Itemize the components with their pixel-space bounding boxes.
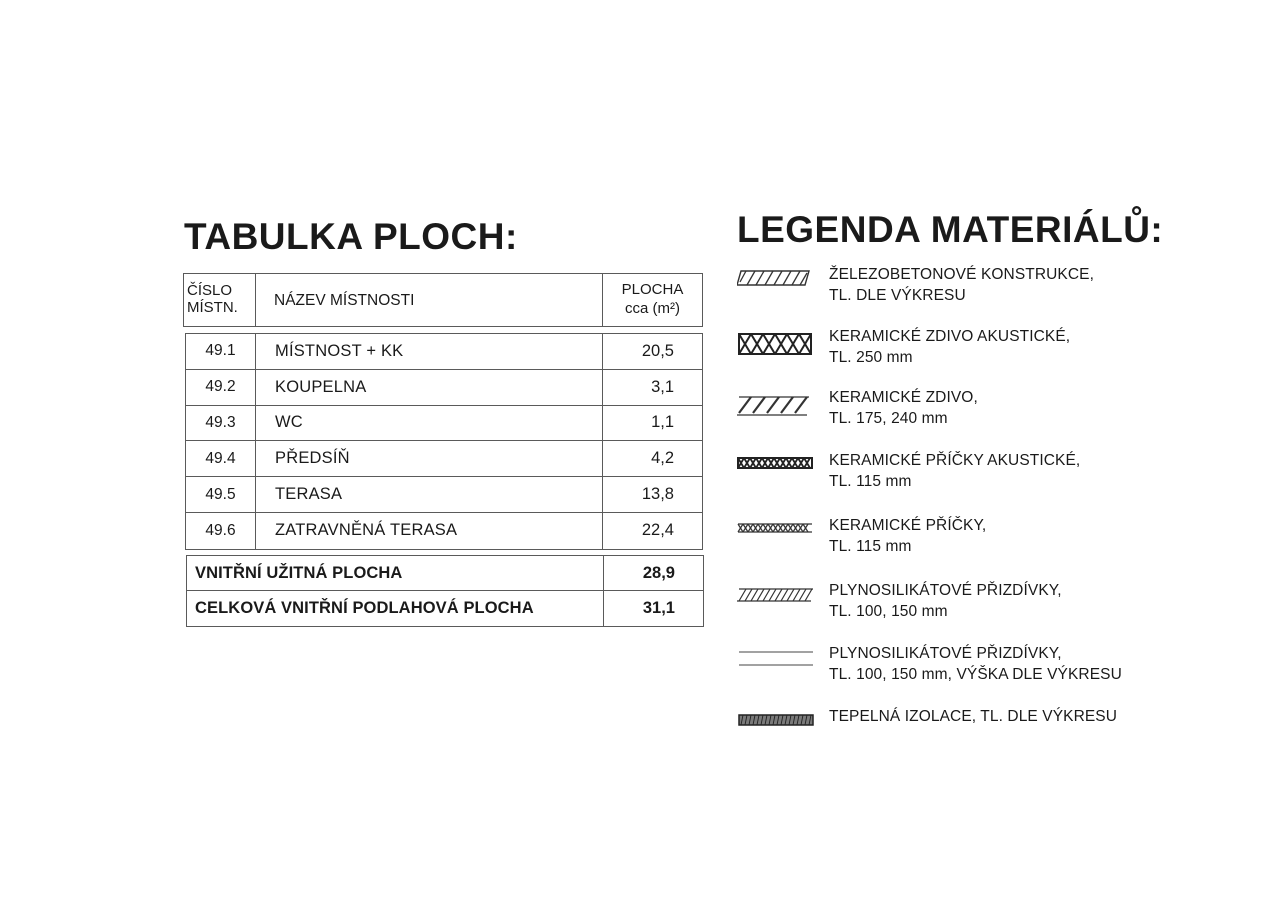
legend-line2: TL. 115 mm xyxy=(829,473,912,490)
header-room-number xyxy=(184,274,256,326)
legend-item-ceramic-masonry xyxy=(737,387,1217,435)
room-name: WC xyxy=(256,406,603,441)
legend-item-thermal-insulation xyxy=(737,706,1217,754)
room-name: MÍSTNOST + KK xyxy=(256,334,603,369)
legend-item-acoustic-ceramic-masonry xyxy=(737,326,1217,374)
header-area-line2: cca (m²) xyxy=(625,300,680,317)
legend-line1: ŽELEZOBETONOVÉ KONSTRUKCE, xyxy=(829,266,1095,283)
room-name: KOUPELNA xyxy=(256,370,603,405)
room-area: 4,2 xyxy=(651,449,674,468)
room-area: 20,5 xyxy=(641,341,674,360)
table-row xyxy=(186,441,702,477)
legend-line2: TL. 100, 150 mm xyxy=(829,603,948,620)
legend-line2: TL. 115 mm xyxy=(829,538,912,555)
total-row xyxy=(187,556,703,591)
table-row xyxy=(186,370,702,406)
area-table-body xyxy=(185,333,703,550)
room-number: 49.4 xyxy=(186,441,256,476)
table-row xyxy=(186,406,702,442)
table-row xyxy=(186,477,702,513)
legend-title: LEGENDA MATERIÁLŮ: xyxy=(737,209,1164,250)
reinforced-concrete-hatch-icon xyxy=(737,268,815,288)
legend-line2: TL. 175, 240 mm xyxy=(829,410,948,427)
legend-line1: KERAMICKÉ ZDIVO, xyxy=(829,389,978,406)
aerated-concrete-lining-hatch-icon xyxy=(737,586,815,604)
legend-item-aerated-concrete-lining xyxy=(737,580,1217,628)
thermal-insulation-hatch-icon xyxy=(737,713,815,727)
legend-item-ceramic-partition xyxy=(737,515,1217,563)
room-number: 49.5 xyxy=(186,477,256,512)
header-area xyxy=(603,274,702,326)
room-area: 3,1 xyxy=(651,377,674,396)
legend-item-reinforced-concrete xyxy=(737,264,1217,312)
legend-item-acoustic-ceramic-partition xyxy=(737,450,1217,498)
total-label: CELKOVÁ VNITŘNÍ PODLAHOVÁ PLOCHA xyxy=(187,591,604,626)
header-room-name: NÁZEV MÍSTNOSTI xyxy=(256,274,603,326)
legend-line2: TL. 250 mm xyxy=(829,349,913,366)
legend-line2: TL. 100, 150 mm, VÝŠKA DLE VÝKRESU xyxy=(829,666,1122,683)
legend-line1: KERAMICKÉ PŘÍČKY AKUSTICKÉ, xyxy=(829,452,1081,469)
room-number: 49.1 xyxy=(186,334,256,369)
acoustic-ceramic-masonry-hatch-icon xyxy=(737,332,815,356)
room-area: 22,4 xyxy=(641,521,674,540)
total-value: 28,9 xyxy=(642,563,675,582)
room-number: 49.6 xyxy=(186,513,256,549)
table-row xyxy=(186,513,702,549)
header-room-number-line2: MÍSTN. xyxy=(187,299,238,316)
ceramic-masonry-hatch-icon xyxy=(737,393,815,417)
room-name: ZATRAVNĚNÁ TERASA xyxy=(256,513,603,549)
legend-line1: KERAMICKÉ ZDIVO AKUSTICKÉ, xyxy=(829,328,1071,345)
ceramic-partition-hatch-icon xyxy=(737,521,815,535)
header-room-number-line1: ČÍSLO xyxy=(187,282,233,299)
room-number: 49.2 xyxy=(186,370,256,405)
legend-line1: TEPELNÁ IZOLACE, TL. DLE VÝKRESU xyxy=(829,708,1118,725)
total-label: VNITŘNÍ UŽITNÁ PLOCHA xyxy=(187,556,604,590)
legend-item-aerated-concrete-lining-outline xyxy=(737,643,1217,691)
total-value: 31,1 xyxy=(642,599,675,617)
table-title: TABULKA PLOCH: xyxy=(184,216,518,257)
header-area-line1: PLOCHA xyxy=(621,281,684,298)
room-area: 13,8 xyxy=(641,485,674,504)
room-area: 1,1 xyxy=(651,413,674,432)
legend-line1: KERAMICKÉ PŘÍČKY, xyxy=(829,517,987,534)
area-table-totals xyxy=(186,555,704,627)
legend-line2: TL. DLE VÝKRESU xyxy=(829,287,966,304)
room-name: PŘEDSÍŇ xyxy=(256,441,603,476)
legend-line1: PLYNOSILIKÁTOVÉ PŘIZDÍVKY, xyxy=(829,582,1062,599)
total-row xyxy=(187,591,703,626)
aerated-concrete-lining-outline-icon xyxy=(737,649,815,669)
area-table-header xyxy=(183,273,703,327)
room-name: TERASA xyxy=(256,477,603,512)
table-row xyxy=(186,334,702,370)
room-number: 49.3 xyxy=(186,406,256,441)
acoustic-ceramic-partition-hatch-icon xyxy=(737,456,815,470)
legend-line1: PLYNOSILIKÁTOVÉ PŘIZDÍVKY, xyxy=(829,645,1062,662)
